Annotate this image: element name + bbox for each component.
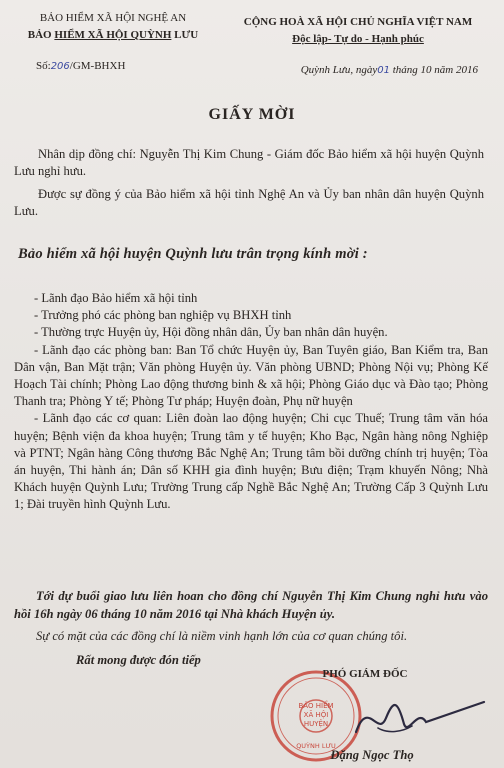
hope-line: Rất mong được đón tiếp — [76, 653, 201, 667]
document-title: GIẤY MỜI — [208, 106, 296, 123]
republic-name: CỘNG HOÀ XÃ HỘI CHỦ NGHĨA VIỆT NAM — [243, 16, 473, 28]
handwritten-number: 206 — [50, 61, 70, 72]
list-item: - Thường trực Huyện ủy, Hội đồng nhân dân, Ủy ban nhân dân huyện. — [34, 325, 388, 340]
issuing-org: BẢO HIỂM XÃ HỘI QUỲNH LƯU — [27, 29, 199, 41]
list-item: - Lãnh đạo các cơ quan: Liên đoàn lao động huyện; Chi cục Thuế; Trung tâm văn hóa huyện; Bệnh viện đa khoa huyện; Trung tâm y tế huyện; Kho Bạc, Ngân hàng nông Nghiệp và PTNT; Ngân hàng Công thương Bắc Nghệ An; Trung tâm bồi dưỡng chính trị huyện; Tòa án huyện, Thi hành án; Dân số KHH gia đình huyện; Bưu điện; Trạm khuyến Nông; Nhà Khách huyện Quỳnh Lưu; Trường Trung cấp Nghề Bắc Nghệ An; Trường Cấp 3 Quỳnh Lưu 1; Đài truyền hình Quỳnh Lưu. — [14, 411, 488, 512]
signer-title: PHÓ GIÁM ĐỐC — [322, 668, 408, 680]
invitee-list — [14, 290, 488, 514]
issuer-header — [8, 10, 218, 75]
event-details: Tới dự buổi giao lưu liên hoan cho đồng chí Nguyễn Thị Kim Chung nghỉ hưu vào hồi 16h ngày 06 tháng 10 năm 2016 tại Nhà khách Huyện ủy. — [14, 589, 488, 621]
svg-text:HUYỆN: HUYỆN — [303, 720, 329, 728]
honor-line: Sự có mặt của các đồng chí là niềm vinh hạnh lớn của cơ quan chúng tôi. — [36, 629, 408, 643]
signer-name: Đặng Ngọc Thọ — [330, 748, 414, 762]
national-header — [218, 14, 498, 79]
national-motto: Độc lập- Tự do - Hạnh phúc — [292, 33, 424, 45]
intro-paragraph-1: Nhân dịp đồng chí: Nguyễn Thị Kim Chung - Giám đốc Bảo hiểm xã hội huyện Quỳnh Lưu nghỉ hưu. — [14, 147, 484, 178]
document-number: Số:206/GM-BHXH — [36, 60, 126, 72]
svg-text:BẢO HIỂM: BẢO HIỂM — [298, 702, 334, 710]
list-item: - Lãnh đạo các phòng ban: Ban Tổ chức Huyện ủy, Ban Tuyên giáo, Ban Kiểm tra, Ban Dân vận, Ban Mặt trận; Văn phòng Huyện ủy. Văn phòng UBND; Phòng Nội vụ; Phòng Kế Hoạch Tài chính; Phòng Lao động thương binh & xã hội; Phòng Giáo dục và Đào tạo; Phòng Thanh tra; Phòng Y tế; Phòng Tư pháp; Huyện đoàn, Phụ nữ huyện — [14, 342, 488, 409]
parent-org: BẢO HIỂM XÃ HỘI NGHỆ AN — [39, 12, 187, 24]
issue-date: Quỳnh Lưu, ngày01 tháng 10 năm 2016 — [300, 64, 478, 76]
svg-text:QUỲNH LƯU: QUỲNH LƯU — [296, 742, 336, 750]
handwritten-signature — [348, 688, 488, 748]
list-item: - Trưởng phó các phòng ban nghiệp vụ BHXH tỉnh — [34, 308, 292, 323]
invitation-line: Bảo hiểm xã hội huyện Quỳnh lưu trân trọng kính mời : — [18, 246, 368, 262]
intro-paragraph-2: Được sự đồng ý của Bảo hiểm xã hội tỉnh Nghệ An và Ủy ban nhân dân huyện Quỳnh Lưu. — [14, 187, 484, 218]
list-item: - Lãnh đạo Bảo hiểm xã hội tỉnh — [34, 291, 198, 305]
svg-text:XÃ HỘI: XÃ HỘI — [303, 711, 329, 719]
handwritten-day: 01 — [377, 65, 390, 76]
